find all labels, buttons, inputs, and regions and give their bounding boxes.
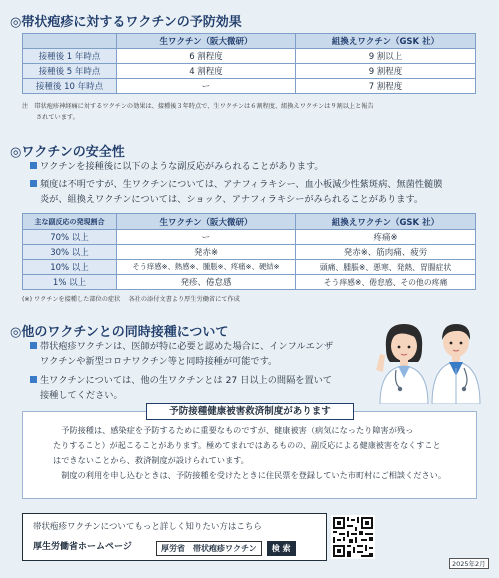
table-header: 組換えワクチン（GSK 社） (296, 214, 476, 230)
search-keyword: 厚労省 帯状疱疹ワクチン (156, 541, 262, 556)
coadmin-bullet1: 帯状疱疹ワクチンは、医師が特に必要と認めた場合に、インフルエンザ (30, 339, 333, 354)
doctors-illustration (372, 318, 488, 404)
coadmin-bullet2: 生ワクチンについては、他の生ワクチンとは 27 日以上の間隔を置いて (30, 373, 332, 388)
doctor-male-icon (432, 324, 480, 404)
table-header: 組換えワクチン（GSK 社） (296, 34, 476, 49)
table-cell: 発疹、倦怠感 (117, 275, 296, 290)
table-cell: 9 割程度 (296, 64, 476, 79)
table-cell: 疼痛※ (296, 230, 476, 245)
qr-code-icon[interactable] (331, 515, 375, 559)
search-button[interactable]: 検 索 (267, 541, 296, 556)
relief-title: 予防接種健康被害救済制度があります (146, 403, 354, 420)
safety-bullet2-line2: 炎が、組換えワクチンについては、ショック、アナフィラキシーがみられることがあります。 (40, 194, 424, 205)
row-label: 接種後 1 年時点 (23, 49, 117, 64)
table-cell: ー (117, 79, 296, 94)
relief-box (22, 411, 477, 499)
row-label: 接種後 5 年時点 (23, 64, 117, 79)
efficacy-note-line1: 注 帯状疱疹神経痛に対するワクチンの効果は、接種後３年時点で、生ワクチンは６割程度、組換えワクチンは９割以上と報告 (22, 103, 374, 110)
side-effects-table (22, 213, 476, 290)
safety-bullet1: ワクチンを接種後に以下のような副反応がみられることがあります。 (30, 159, 324, 174)
efficacy-note-line2: されています。 (36, 114, 79, 121)
row-label: 70% 以上 (23, 230, 117, 245)
doctor-female-icon (376, 324, 428, 404)
table-cell: 頭痛、腫脹※、悪寒、発熱、胃腸症状 (296, 260, 476, 275)
row-label: 1% 以上 (23, 275, 117, 290)
table-header: 生ワクチン（阪大微研） (117, 34, 296, 49)
info-link-box (22, 513, 327, 561)
relief-para1-line2: たりすること）が起こることがあります。極めてまれではあるものの、副反応による健康被害をなくすこと (53, 440, 441, 450)
table-cell: 発赤※、筋肉痛、疲労 (296, 245, 476, 260)
publish-date: 2025年2月 (449, 558, 489, 569)
coadmin-bullet1-line2: ワクチンや新型コロナワクチン等と同時接種が可能です。 (40, 356, 278, 367)
bullet-square-icon (30, 376, 37, 383)
table-cell: そう痒感※、熱感※、腫脹※、疼痛※、硬結※ (117, 260, 296, 275)
safety-bullet2: 頻度は不明ですが、生ワクチンについては、アナフィラキシー、血小板減少性紫斑病、無菌性髄膜 (30, 177, 442, 192)
side-effects-footnote: (※) ワクチンを接種した部位の症状 各社の添付文書より厚生労働省にて作成 (22, 296, 240, 303)
table-cell: そう痒感※、倦怠感、その他の疼痛 (296, 275, 476, 290)
table-cell: 7 割程度 (296, 79, 476, 94)
table-cell: ー (117, 230, 296, 245)
mhlw-site-link[interactable]: 厚生労働省ホームページ (33, 542, 132, 552)
relief-para1-line3: はできないことから、救済制度が設けられています。 (53, 455, 249, 465)
table-header: 主な副反応の発現割合 (23, 214, 117, 230)
table-cell: 9 割以上 (296, 49, 476, 64)
section1-title: ◎帯状疱疹に対するワクチンの予防効果 (10, 15, 242, 30)
section2-title: ◎ワクチンの安全性 (10, 145, 125, 160)
coadmin-bullet2-line2: 接種してください。 (40, 390, 123, 401)
bullet-square-icon (30, 162, 37, 169)
table-cell: 発赤※ (117, 245, 296, 260)
search-box[interactable] (156, 536, 296, 556)
relief-para2: 制度の利用を申し込むときは、予防接種を受けたときに住民票を登録していた市町村にご相談ください。 (61, 470, 447, 480)
bullet-square-icon (30, 180, 37, 187)
info-link-text: 帯状疱疹ワクチンについてもっと詳しく知りたい方はこちら (33, 522, 262, 532)
row-label: 30% 以上 (23, 245, 117, 260)
row-label: 接種後 10 年時点 (23, 79, 117, 94)
efficacy-table (22, 33, 476, 94)
table-header (23, 34, 117, 49)
row-label: 10% 以上 (23, 260, 117, 275)
bullet-square-icon (30, 342, 37, 349)
table-cell: 6 割程度 (117, 49, 296, 64)
relief-para1-line1: 予防接種は、感染症を予防するために重要なものですが、健康被害（病気になったり障害が残っ (61, 425, 414, 435)
section3-title: ◎他のワクチンとの同時接種について (10, 325, 229, 340)
table-cell: 4 割程度 (117, 64, 296, 79)
table-header: 生ワクチン（阪大微研） (117, 214, 296, 230)
